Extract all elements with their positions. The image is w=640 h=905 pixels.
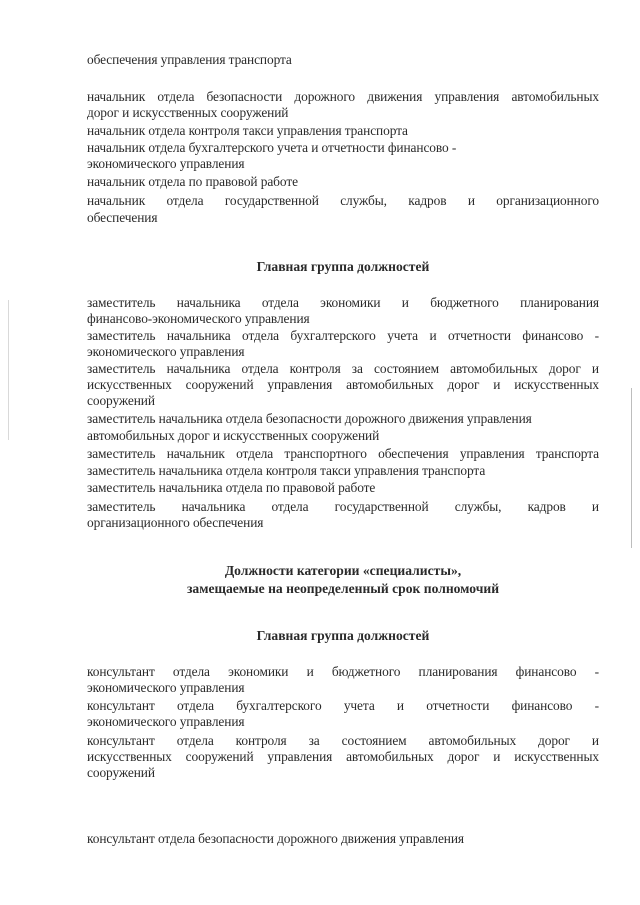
text-line: организационного обеспечения xyxy=(87,515,264,530)
text-line: заместитель начальника отдела безопасности дорожного движения управления xyxy=(87,411,532,426)
text-line: экономического управления xyxy=(87,714,245,729)
text-line: искусственных сооружений управления автомобильных дорог и искусственных xyxy=(87,377,599,392)
section-heading: Должности категории «специалисты», xyxy=(224,563,462,578)
text-line: начальник отдела государственной службы, кадров и организационного xyxy=(87,193,599,208)
text-line: начальник отдела безопасности дорожного движения управления автомобильных xyxy=(87,89,599,104)
text-line: экономического управления xyxy=(87,344,245,359)
section-heading: замещаемые на неопределенный срок полномочий xyxy=(186,581,500,596)
text-line: консультант отдела экономики и бюджетного планирования финансово - xyxy=(87,664,599,679)
text-line: сооружений xyxy=(87,765,155,780)
text-line: автомобильных дорог и искусственных сооружений xyxy=(87,428,380,443)
text-line: экономического управления xyxy=(87,680,245,695)
scan-edge-mark xyxy=(8,300,9,440)
text-line: начальник отдела бухгалтерского учета и отчетности финансово - xyxy=(87,140,457,155)
text-line: начальник отдела контроля такси управления транспорта xyxy=(87,123,408,138)
scan-edge-mark xyxy=(631,388,632,548)
text-line: экономического управления xyxy=(87,156,245,171)
text-line: заместитель начальника отдела контроля такси управления транспорта xyxy=(87,463,486,478)
text-line: обеспечения xyxy=(87,210,158,225)
text-line: заместитель начальника отдела государственной службы, кадров и xyxy=(87,499,599,514)
text-line: заместитель начальника отдела экономики и бюджетного планирования xyxy=(87,295,599,310)
text-line: заместитель начальник отдела транспортного обеспечения управления транспорта xyxy=(87,446,599,461)
text-line: консультант отдела контроля за состоянием автомобильных дорог и xyxy=(87,733,599,748)
text-line: обеспечения управления транспорта xyxy=(87,52,292,67)
text-line: искусственных сооружений управления автомобильных дорог и искусственных xyxy=(87,749,599,764)
section-heading: Главная группа должностей xyxy=(256,628,430,643)
text-line: консультант отдела бухгалтерского учета и отчетности финансово - xyxy=(87,698,599,713)
text-line: заместитель начальника отдела контроля за состоянием автомобильных дорог и xyxy=(87,361,599,376)
text-line: начальник отдела по правовой работе xyxy=(87,174,298,189)
text-line: дорог и искусственных сооружений xyxy=(87,105,289,120)
text-line: заместитель начальника отдела по правовой работе xyxy=(87,480,376,495)
text-line: сооружений xyxy=(87,393,155,408)
section-heading: Главная группа должностей xyxy=(256,259,430,274)
text-line: финансово-экономического управления xyxy=(87,311,310,326)
text-line: консультант отдела безопасности дорожного движения управления xyxy=(87,831,464,846)
text-line: заместитель начальника отдела бухгалтерского учета и отчетности финансово - xyxy=(87,328,599,343)
